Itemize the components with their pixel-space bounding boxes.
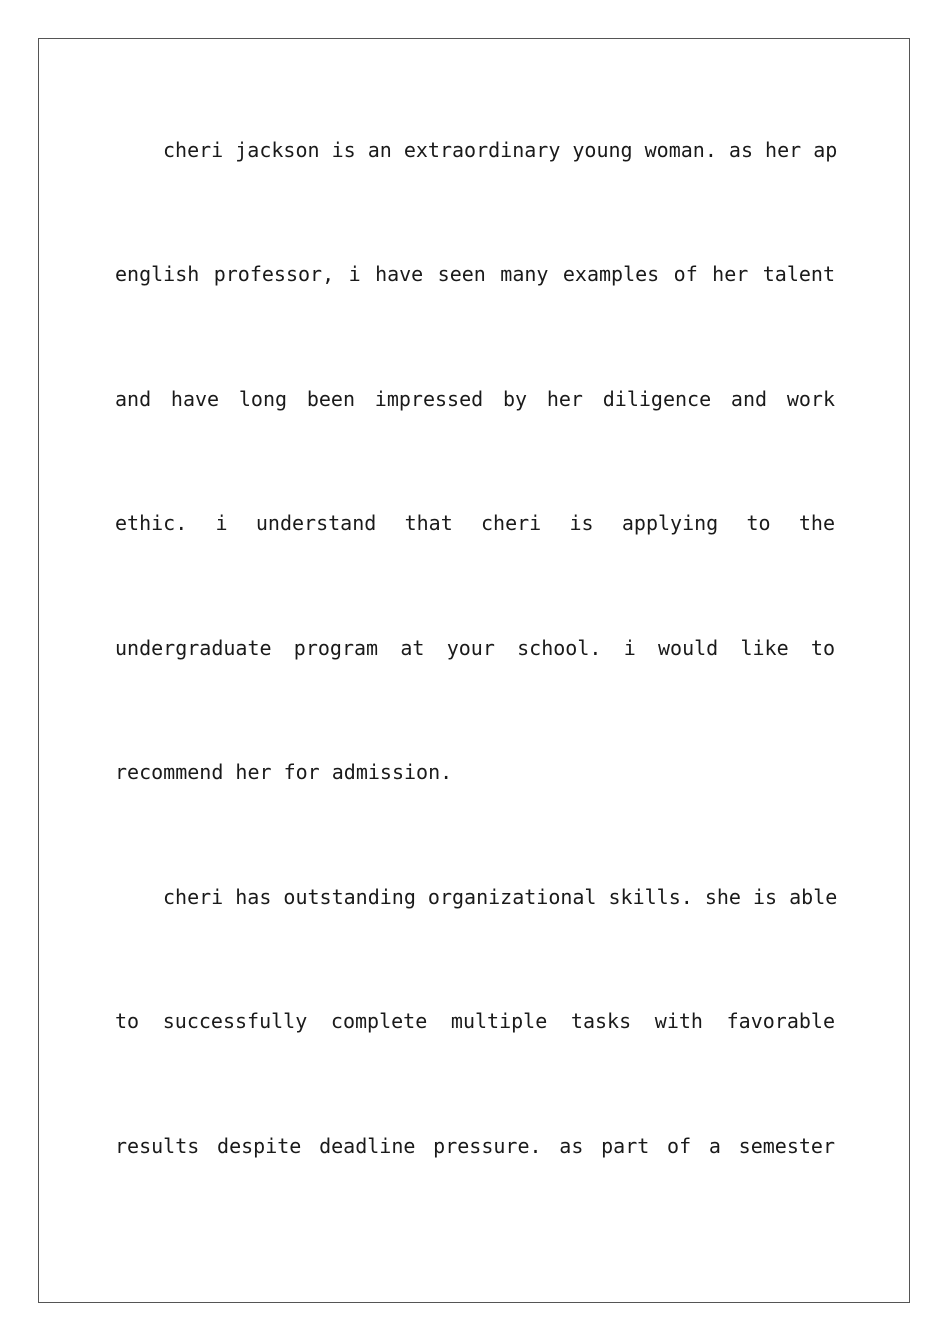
paragraph-1-line-6: recommend her for admission. <box>115 760 453 784</box>
paragraph-2-line-3: results despite deadline pressure. as part of a semester <box>115 1134 835 1158</box>
paragraph-1-line-4: ethic. i understand that cheri is applying to the <box>115 511 835 535</box>
paragraph-1-line-1: cheri jackson is an extraordinary young woman. as her ap <box>163 138 838 162</box>
paragraph-1-line-3: and have long been impressed by her diligence and work <box>115 387 835 411</box>
paragraph-1-line-5: undergraduate program at your school. i would like to <box>115 636 835 660</box>
paragraph-1-line-2: english professor, i have seen many examples of her talent <box>115 262 835 286</box>
page-frame <box>38 38 910 1303</box>
paragraph-2-line-2: to successfully complete multiple tasks with favorable <box>115 1009 835 1033</box>
paragraph-2-line-1: cheri has outstanding organizational skills. she is able <box>163 885 838 909</box>
